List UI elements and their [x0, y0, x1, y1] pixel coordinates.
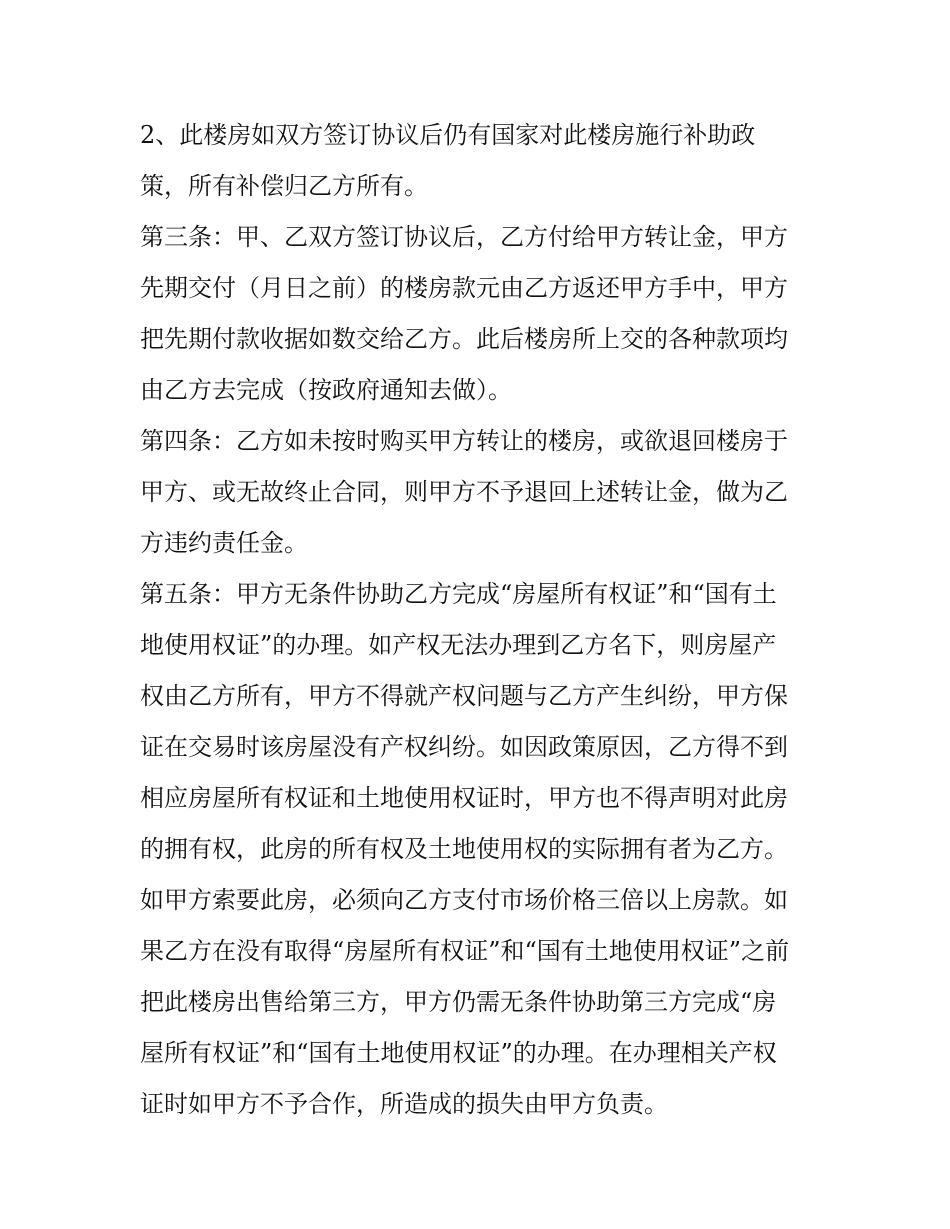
text-line: 屋所有权证”和“国有土地使用权证”的办理。在办理相关产权 [140, 1039, 777, 1067]
text-line: 权由乙方所有，甲方不得就产权问题与乙方产生纠纷，甲方保 [140, 682, 788, 710]
document-body [140, 110, 820, 1130]
text-line: 由乙方去完成（按政府通知去做）。 [140, 376, 512, 404]
text-line: 第五条：甲方无条件协助乙方完成“房屋所有权证”和“国有土 [140, 580, 777, 608]
text-line: 第四条：乙方如未按时购买甲方转让的楼房，或欲退回楼房于 [140, 427, 788, 455]
text-line: 的拥有权，此房的所有权及土地使用权的实际拥有者为乙方。 [140, 835, 788, 863]
text-line: 如甲方索要此房，必须向乙方支付市场价格三倍以上房款。如 [140, 886, 788, 914]
text-line: 先期交付（月日之前）的楼房款元由乙方返还甲方手中，甲方 [140, 274, 788, 302]
text-line: 2、此楼房如双方签订协议后仍有国家对此楼房施行补助政 [140, 121, 756, 149]
text-line: 证时如甲方不予合作，所造成的损失由甲方负责。 [140, 1090, 668, 1118]
text-line: 甲方、或无故终止合同，则甲方不予退回上述转让金，做为乙 [140, 478, 788, 506]
text-line: 把此楼房出售给第三方，甲方仍需无条件协助第三方完成“房 [140, 988, 777, 1016]
text-line: 证在交易时该房屋没有产权纠纷。如因政策原因，乙方得不到 [140, 733, 788, 761]
text-line: 策，所有补偿归乙方所有。 [140, 172, 428, 200]
text-line: 第三条：甲、乙双方签订协议后，乙方付给甲方转让金，甲方 [140, 223, 788, 251]
text-line: 把先期付款收据如数交给乙方。此后楼房所上交的各种款项均 [140, 325, 788, 353]
text-line: 果乙方在没有取得“房屋所有权证”和“国有土地使用权证”之前 [140, 937, 790, 965]
text-line: 地使用权证”的办理。如产权无法办理到乙方名下，则房屋产 [140, 631, 777, 659]
text-line: 相应房屋所有权证和土地使用权证时，甲方也不得声明对此房 [140, 784, 788, 812]
text-line: 方违约责任金。 [140, 529, 308, 557]
